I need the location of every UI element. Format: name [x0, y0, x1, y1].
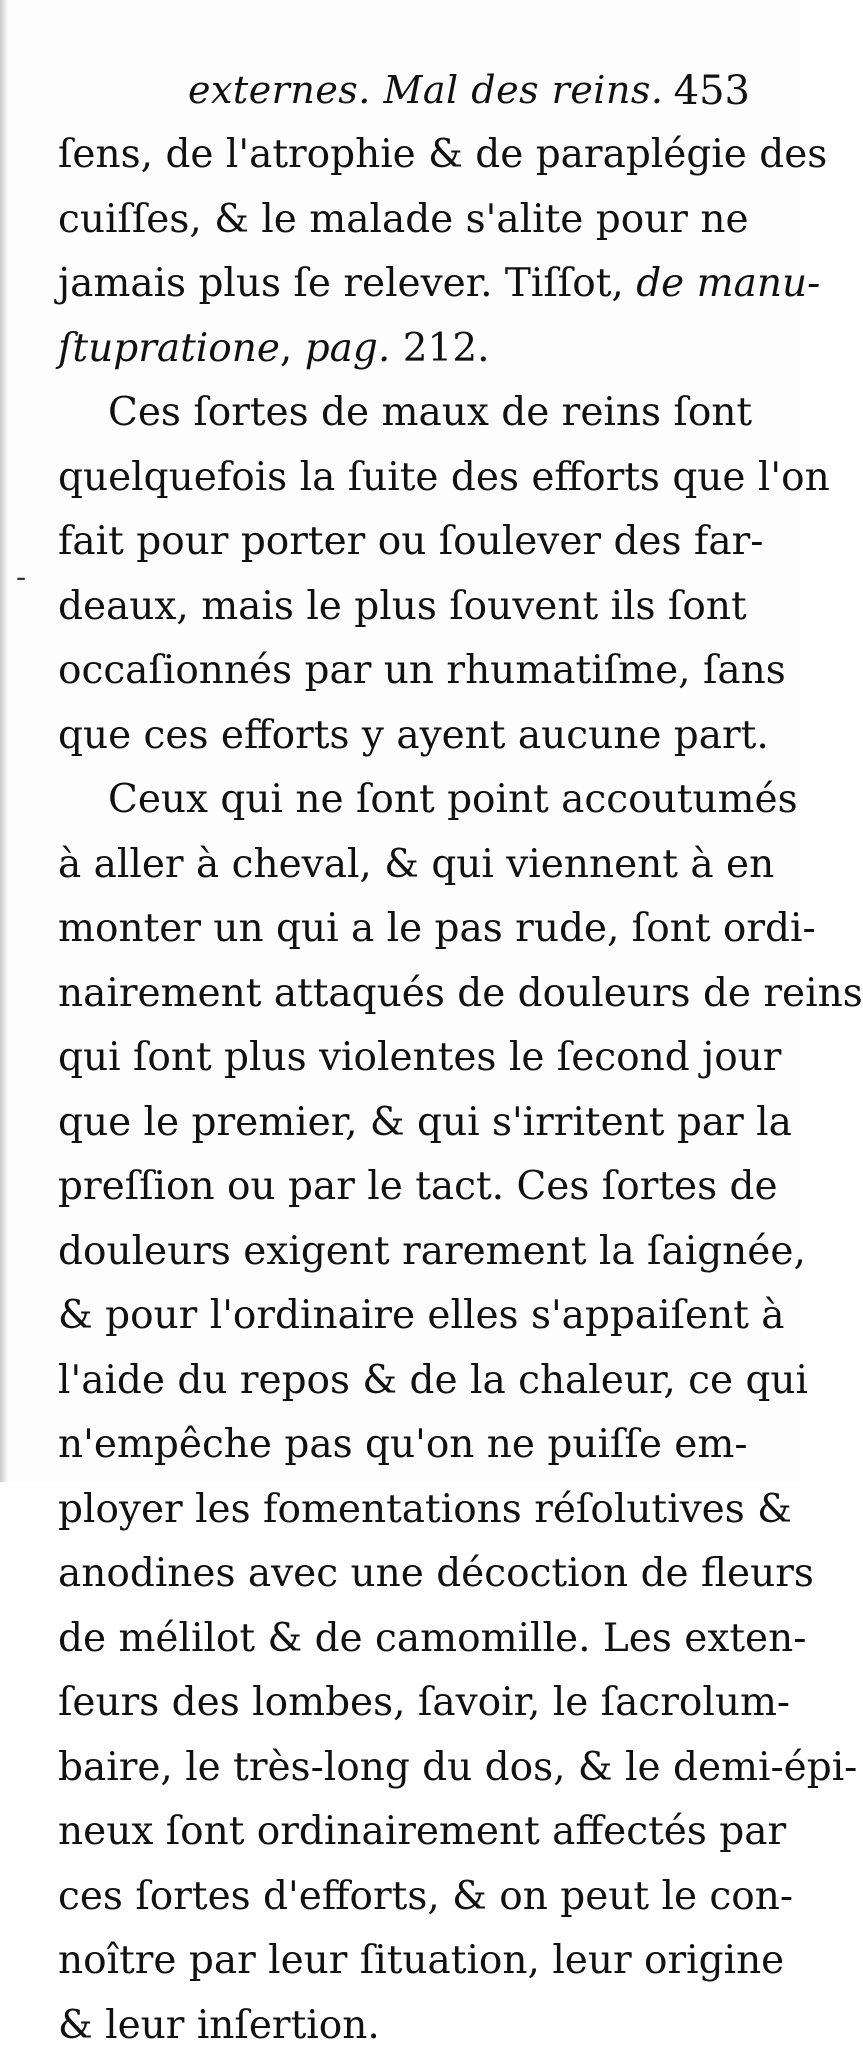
text-line: ſtupratione, pag. 212.	[58, 317, 710, 382]
text-line: baire, le très-long du dos, & le demi-épi-	[58, 1736, 710, 1801]
text-line: cuiſſes, & le malade s'alite pour ne	[58, 188, 710, 253]
text-line: à aller à cheval, & qui viennent à en	[58, 833, 710, 898]
text-line: que ces efforts y ayent aucune part.	[58, 704, 710, 769]
text-line: & leur inſertion.	[58, 1994, 710, 2058]
text-line: ſeurs des lombes, ſavoir, le ſacrolum-	[58, 1671, 710, 1736]
text-line: de mélilot & de camomille. Les exten-	[58, 1607, 710, 1672]
text-line: neux ſont ordinairement affectés par	[58, 1800, 710, 1865]
text-line: douleurs exigent rarement la ſaignée,	[58, 1220, 710, 1285]
text-line: noître par leur ſituation, leur origine	[58, 1929, 710, 1994]
text-line: nairement attaqués de douleurs de reins	[58, 962, 710, 1027]
page-gutter-shadow	[0, 0, 8, 1482]
margin-mark: -	[16, 560, 26, 595]
italic-reference: pag.	[305, 326, 391, 371]
text-line: n'empêche pas qu'on ne puiſſe em-	[58, 1413, 710, 1478]
text-line: qui ſont plus violentes le ſecond jour	[58, 1026, 710, 1091]
text-line: preſſion ou par le tact. Ces ſortes de	[58, 1155, 710, 1220]
page-reference: 212.	[390, 326, 489, 371]
text-line: fait pour porter ou ſoulever des far-	[58, 510, 710, 575]
text-line: deaux, mais le plus ſouvent ils ſont	[58, 575, 710, 640]
italic-reference: de manu-	[636, 261, 820, 306]
text-line: ſens, de l'atrophie & de paraplégie des	[58, 123, 710, 188]
paragraph-start-line: Ces ſortes de maux de reins ſont	[58, 381, 710, 446]
running-head	[60, 62, 750, 122]
text-line: l'aide du repos & de la chaleur, ce qui	[58, 1349, 710, 1414]
text-line: ces ſortes d'efforts, & on peut le con-	[58, 1865, 710, 1930]
body-text	[58, 123, 710, 2058]
text-line: ployer les fomentations réſolutives &	[58, 1478, 710, 1543]
text-line: anodines avec une décoction de fleurs	[58, 1542, 710, 1607]
text-line-roman: jamais plus ſe relever. Tiſſot,	[58, 261, 636, 306]
text-line: que le premier, & qui s'irritent par la	[58, 1091, 710, 1156]
text-line: monter un qui a le pas rude, ſont ordi-	[58, 897, 710, 962]
page-number: 453	[674, 68, 750, 114]
italic-reference: ſtupratione	[58, 326, 280, 371]
text-line: occaſionnés par un rhumatiſme, ſans	[58, 639, 710, 704]
text-line: quelquefois la ſuite des efforts que l'on	[58, 446, 710, 511]
paragraph-start-line: Ceux qui ne ſont point accoutumés	[58, 768, 710, 833]
running-head-title: externes. Mal des reins.	[188, 68, 664, 112]
text-line	[58, 252, 710, 317]
text-line: & pour l'ordinaire elles s'appaiſent à	[58, 1284, 710, 1349]
